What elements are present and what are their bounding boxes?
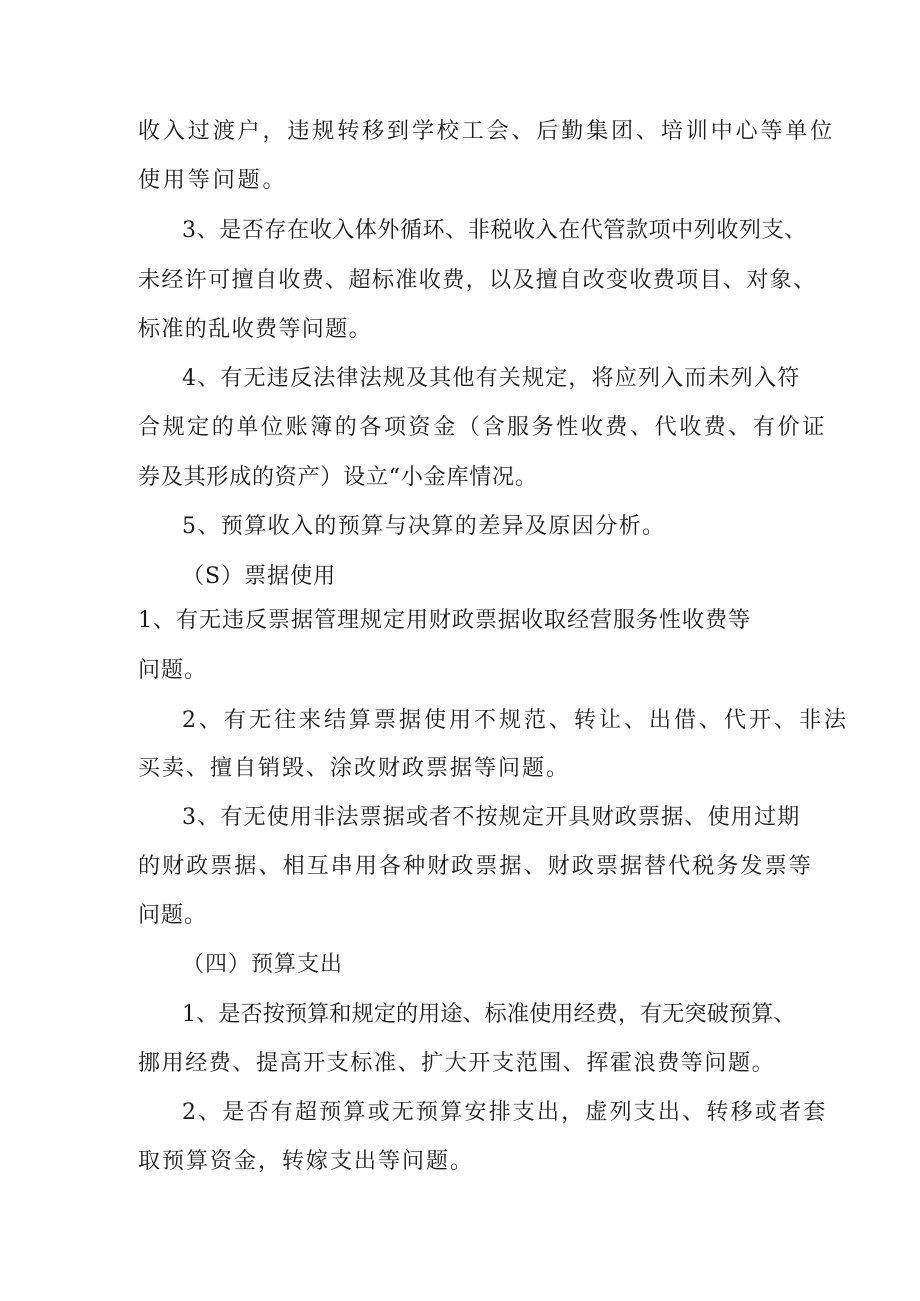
list-item-line: 3、有无使用非法票据或者不按规定开具财政票据、使用过期 bbox=[182, 805, 801, 830]
list-item-line: 5、预算收入的预算与决算的差异及原因分析。 bbox=[182, 514, 666, 539]
section-heading: （四）预算支出 bbox=[182, 952, 344, 977]
paragraph-line: 买卖、擅自销毁、涂改财政票据等问题。 bbox=[138, 756, 571, 781]
list-item-line: 1、是否按预算和规定的用途、标准使用经费，有无突破预算、 bbox=[182, 1002, 796, 1027]
list-item-line: 2、是否有超预算或无预算安排支出，虚列支出、转移或者套 bbox=[182, 1100, 828, 1125]
paragraph-line: 问题。 bbox=[138, 903, 208, 928]
paragraph-line: 挪用经费、提高开支标准、扩大开支范围、挥霍浪费等问题。 bbox=[138, 1051, 776, 1076]
paragraph-line: 合规定的单位账簿的各项资金（含服务性收费、代收费、有价证 bbox=[138, 415, 827, 440]
section-heading: （S）票据使用 bbox=[182, 564, 337, 589]
list-item-line: 1、有无违反票据管理规定用财政票据收取经营服务性收费等 bbox=[138, 608, 751, 633]
paragraph-line: 取预算资金，转嫁支出等问题。 bbox=[138, 1149, 475, 1174]
paragraph-line: 未经许可擅自收费、超标准收费，以及擅自改变收费项目、对象、 bbox=[138, 268, 817, 293]
paragraph-line: 收入过渡户，违规转移到学校工会、后勤集团、培训中心等单位 bbox=[138, 119, 836, 144]
paragraph-line: 的财政票据、相互串用各种财政票据、财政票据替代税务发票等 bbox=[138, 854, 813, 879]
paragraph-line: 问题。 bbox=[138, 658, 208, 683]
paragraph-line: 使用等问题。 bbox=[138, 168, 288, 193]
list-item-line: 2、有无往来结算票据使用不规范、转让、出借、代开、非法 bbox=[182, 708, 849, 733]
paragraph-line: 券及其形成的资产）设立“小金库情况。 bbox=[138, 465, 538, 490]
list-item-line: 3、是否存在收入体外循环、非税收入在代管款项中列收列支、 bbox=[182, 218, 807, 243]
paragraph-line: 标准的乱收费等问题。 bbox=[138, 317, 373, 342]
list-item-line: 4、有无违反法律法规及其他有关规定，将应列入而未列入符 bbox=[182, 366, 801, 391]
